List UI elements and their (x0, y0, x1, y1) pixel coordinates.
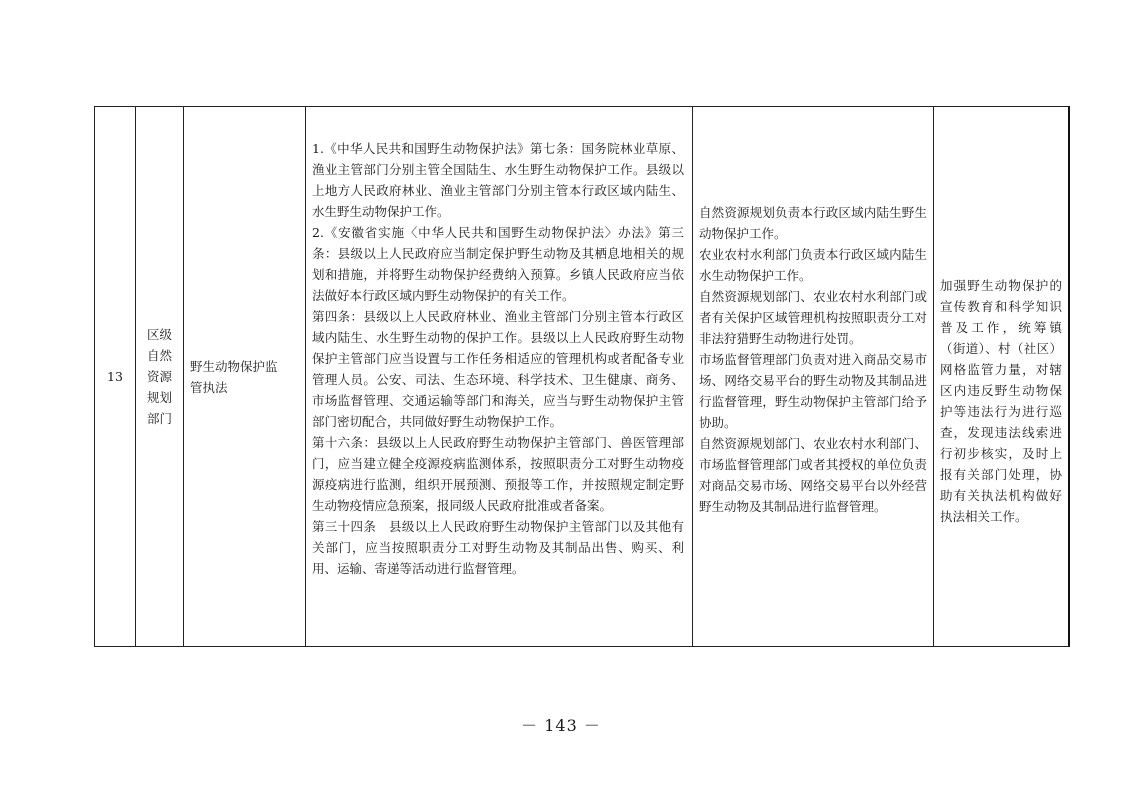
department-line: 自然 (146, 348, 172, 363)
row-number-cell (95, 107, 136, 647)
responsibility-paragraph: 农业农村水利部门负责本行政区域内陆生水生动物保护工作。 (699, 247, 927, 283)
table-row (95, 107, 1070, 647)
department-line: 资源 (146, 369, 172, 384)
item-line: 野生动物保护监 (190, 358, 278, 374)
department-line: 规划 (146, 390, 172, 405)
responsibility-paragraph: 市场监督管理部门负责对进入商品交易市场、网络交易平台的野生动物及其制品进行监督管理，野生动物保护主管部门给予协助。 (699, 352, 927, 430)
responsibility-paragraph: 自然资源规划部门、农业农村水利部门或者有关保护区域管理机构按照职责分工对非法狩猎野生动物进行处罚。 (699, 289, 927, 346)
department-cell (136, 107, 184, 647)
measures-cell (934, 107, 1070, 647)
responsibility-cell (693, 107, 934, 647)
legal-basis-paragraph: 第十六条：县级以上人民政府野生动物保护主管部门、兽医管理部门，应当建立健全疫源疫病监测体系，按照职责分工对野生动物疫源疫病进行监测，组织开展预测、预报等工作，并按照规定制定野生动物疫情应急预案，报同级人民政府批准或者备案。 (312, 435, 684, 513)
responsibility-paragraph: 自然资源规划部门、农业农村水利部门、市场监督管理部门或者其授权的单位负责对商品交易市场、网络交易平台以外经营野生动物及其制品进行监督管理。 (699, 436, 927, 514)
measures-text: 加强野生动物保护的宣传教育和科学知识普及工作，统筹镇（街道）、村（社区）网格监管力量，对辖区内违反野生动物保护等违法行为进行巡查，发现违法线索进行初步核实，及时上报有关部门处理，协助有关执法机构做好执法相关工作。 (940, 278, 1062, 524)
legal-basis-paragraph: 1.《中华人民共和国野生动物保护法》第七条：国务院林业草原、渔业主管部门分别主管全国陆生、水生野生动物保护工作。县级以上地方人民政府林业、渔业主管部门分别主管本行政区域内陆生、水生野生动物保护工作。 (312, 141, 684, 219)
page-number: － 143 － (521, 716, 601, 735)
item-cell (184, 107, 306, 647)
legal-basis-cell (306, 107, 693, 647)
legal-basis-paragraph: 2.《安徽省实施〈中华人民共和国野生动物保护法〉办法》第三条：县级以上人民政府应当制定保护野生动物及其栖息地相关的规划和措施，并将野生动物保护经费纳入预算。乡镇人民政府应当依法做好本行政区域内野生动物保护的有关工作。 (312, 225, 684, 303)
responsibility-paragraph: 自然资源规划负责本行政区域内陆生野生动物保护工作。 (699, 205, 927, 241)
department-line: 区级 (146, 327, 172, 342)
legal-basis-paragraph: 第四条：县级以上人民政府林业、渔业主管部门分别主管本行政区域内陆生、水生野生动物的保护工作。县级以上人民政府野生动物保护主管部门应当设置与工作任务相适应的管理机构或者配备专业管理人员。公安、司法、生态环境、科学技术、卫生健康、商务、市场监督管理、交通运输等部门和海关，应当与野生动物保护主管部门密切配合，共同做好野生动物保护工作。 (312, 309, 684, 429)
item-line: 管执法 (190, 379, 228, 395)
duty-table (94, 106, 1070, 647)
row-number: 13 (107, 369, 123, 384)
department-line: 部门 (146, 411, 172, 426)
legal-basis-paragraph: 第三十四条 县级以上人民政府野生动物保护主管部门以及其他有关部门，应当按照职责分工对野生动物及其制品出售、购买、利用、运输、寄递等活动进行监督管理。 (312, 519, 684, 576)
